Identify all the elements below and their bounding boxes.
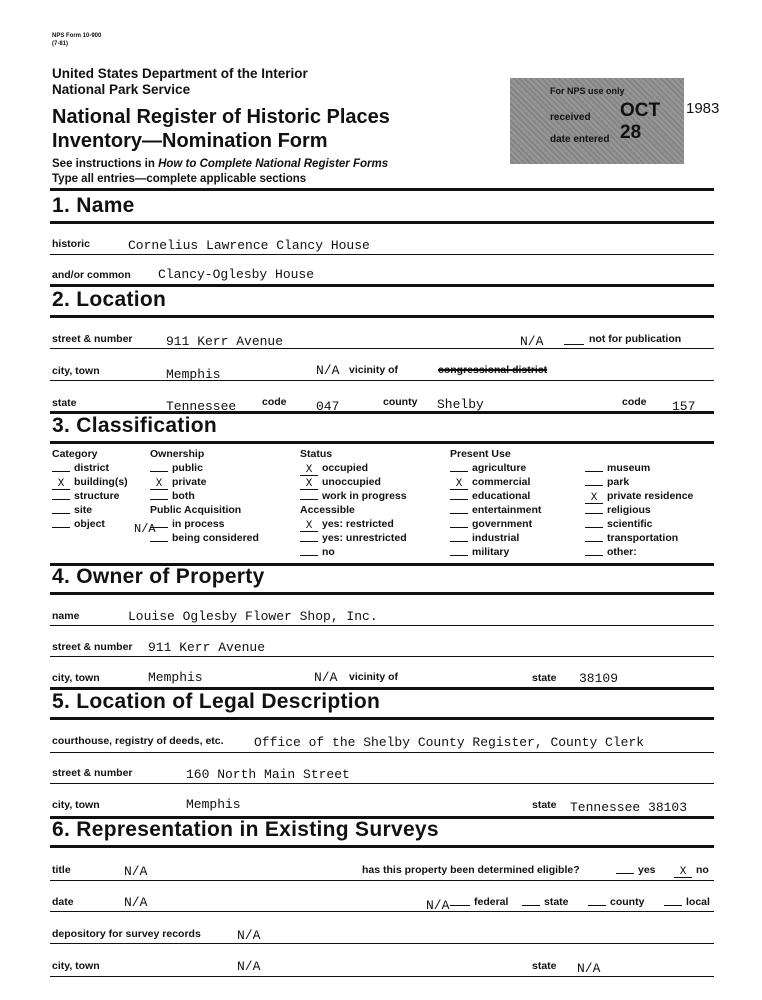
use-government[interactable]: government [450, 518, 541, 532]
cat-district[interactable]: district [52, 462, 128, 476]
historic-label: historic [52, 238, 90, 250]
legal-city-value[interactable]: Memphis [186, 797, 241, 812]
section-2-heading: 2. Location [52, 288, 167, 311]
cat-buildings[interactable]: X building(s) [52, 476, 128, 490]
category-column [52, 448, 128, 532]
acquisition-na: N/A [134, 522, 156, 536]
category-title: Category [52, 448, 98, 460]
county-value[interactable]: Shelby [437, 397, 484, 412]
owner-street-value[interactable]: 911 Kerr Avenue [148, 640, 266, 655]
own-both[interactable]: both [150, 490, 259, 504]
acquisition-title: Public Acquisition [150, 504, 242, 516]
use-industrial[interactable]: industrial [450, 532, 541, 546]
present-use-title: Present Use [450, 448, 511, 460]
level-county[interactable]: county [588, 896, 644, 908]
nps-use-stamp [510, 78, 684, 164]
pub-na: N/A [520, 334, 544, 349]
vicinity-label: vicinity of [349, 364, 399, 376]
section-6-heading: 6. Representation in Existing Surveys [52, 818, 439, 841]
owner-vicinity-na: N/A [314, 670, 338, 685]
present-use-column-2 [585, 462, 693, 560]
common-label: and/or common [52, 269, 131, 281]
section-3-heading: 3. Classification [52, 414, 217, 437]
status-occupied[interactable]: X occupied [300, 462, 407, 476]
courthouse-value[interactable]: Office of the Shelby County Register, County Clerk [254, 735, 645, 750]
owner-state-label: state [532, 672, 557, 684]
depository-value[interactable]: N/A [237, 928, 261, 943]
survey-city-label: city, town [52, 960, 100, 972]
level-federal[interactable]: federal [450, 896, 508, 908]
instructions-line2: Type all entries—complete applicable sections [52, 173, 307, 185]
use-private-residence[interactable]: X private residence [585, 490, 693, 504]
owner-city-label: city, town [52, 672, 100, 684]
status-unoccupied[interactable]: X unoccupied [300, 476, 407, 490]
own-private[interactable]: X private [150, 476, 259, 490]
own-public[interactable]: public [150, 462, 259, 476]
owner-street-label: street & number [52, 641, 133, 653]
use-other[interactable]: other: [585, 546, 693, 560]
status-column [300, 448, 407, 560]
legal-state-value[interactable]: Tennessee 38103 [570, 800, 688, 815]
owner-city-value[interactable]: Memphis [148, 670, 203, 685]
eligible-no[interactable]: X no [674, 864, 709, 878]
access-no[interactable]: no [300, 546, 407, 560]
ownership-column [150, 448, 259, 546]
level-local[interactable]: local [664, 896, 710, 908]
survey-city-value[interactable]: N/A [237, 959, 261, 974]
code2-label: code [622, 396, 647, 408]
owner-name-label: name [52, 610, 80, 622]
depository-label: depository for survey records [52, 928, 201, 940]
present-use-column [450, 448, 541, 560]
not-for-publication: not for publication [589, 333, 682, 345]
access-unrestricted[interactable]: yes: unrestricted [300, 532, 407, 546]
city-label: city, town [52, 365, 100, 377]
access-restricted[interactable]: X yes: restricted [300, 518, 407, 532]
survey-title-label: title [52, 864, 71, 876]
acq-in-process[interactable]: in process [150, 518, 259, 532]
status-work[interactable]: work in progress [300, 490, 407, 504]
department: United States Department of the Interior [52, 66, 308, 81]
use-educational[interactable]: educational [450, 490, 541, 504]
owner-state-value[interactable]: 38109 [579, 671, 619, 686]
acq-being-considered[interactable]: being considered [150, 532, 259, 546]
ownership-title: Ownership [150, 448, 205, 460]
use-religious[interactable]: religious [585, 504, 693, 518]
level-state[interactable]: state [522, 896, 569, 908]
state-value[interactable]: Tennessee [166, 399, 237, 414]
eligible-yes[interactable]: yes [616, 864, 656, 876]
park-service: National Park Service [52, 82, 191, 97]
historic-value[interactable]: Cornelius Lawrence Clancy House [128, 238, 370, 253]
street-value[interactable]: 911 Kerr Avenue [166, 334, 284, 349]
use-museum[interactable]: museum [585, 462, 693, 476]
use-entertainment[interactable]: entertainment [450, 504, 541, 518]
street-label: street & number [52, 333, 133, 345]
city-value[interactable]: Memphis [166, 367, 221, 382]
received-label: received [550, 112, 591, 123]
cat-object[interactable]: object [52, 518, 128, 532]
legal-street-value[interactable]: 160 North Main Street [186, 767, 350, 782]
instructions-line1: See instructions in How to Complete National Register Forms [52, 158, 389, 170]
received-date: OCT 28 [620, 100, 661, 143]
form-title-line1: National Register of Historic Places [52, 106, 390, 128]
section-4-heading: 4. Owner of Property [52, 565, 265, 588]
for-nps-label: For NPS use only [550, 86, 625, 96]
date-entered-label: date entered [550, 134, 610, 145]
survey-date-label: date [52, 896, 74, 908]
cat-structure[interactable]: structure [52, 490, 128, 504]
legal-city-label: city, town [52, 799, 100, 811]
use-scientific[interactable]: scientific [585, 518, 693, 532]
code2-value[interactable]: 157 [672, 399, 696, 414]
status-title: Status [300, 448, 333, 460]
survey-title-value[interactable]: N/A [124, 864, 148, 879]
survey-state-label: state [532, 960, 557, 972]
county-label: county [383, 396, 418, 408]
eligible-question: has this property been determined eligible? [362, 864, 580, 876]
accessible-title: Accessible [300, 504, 355, 516]
code-value[interactable]: 047 [316, 399, 340, 414]
section-5-heading: 5. Location of Legal Description [52, 690, 381, 713]
survey-date-value[interactable]: N/A [124, 895, 148, 910]
use-commercial[interactable]: X commercial [450, 476, 541, 490]
use-military[interactable]: military [450, 546, 541, 560]
survey-level-na: N/A [426, 898, 450, 913]
owner-vicinity-label: vicinity of [349, 671, 399, 683]
received-year: 1983 [686, 100, 720, 117]
section-1-heading: 1. Name [52, 194, 135, 217]
survey-state-value[interactable]: N/A [577, 961, 601, 976]
form-number: NPS Form 10-900 [52, 33, 102, 39]
cat-site[interactable]: site [52, 504, 128, 518]
use-park[interactable]: park [585, 476, 693, 490]
vicinity-na: N/A [316, 363, 340, 378]
courthouse-label: courthouse, registry of deeds, etc. [52, 735, 224, 747]
code-label: code [262, 396, 287, 408]
form-title-line2: Inventory—Nomination Form [52, 130, 328, 152]
use-transportation[interactable]: transportation [585, 532, 693, 546]
state-label: state [52, 397, 77, 409]
form-revision: (7-81) [52, 41, 69, 47]
common-value[interactable]: Clancy-Oglesby House [158, 267, 315, 282]
congressional-district: congressional district [438, 364, 548, 376]
owner-name-value[interactable]: Louise Oglesby Flower Shop, Inc. [128, 609, 378, 624]
use-agriculture[interactable]: agriculture [450, 462, 541, 476]
legal-state-label: state [532, 799, 557, 811]
legal-street-label: street & number [52, 767, 133, 779]
